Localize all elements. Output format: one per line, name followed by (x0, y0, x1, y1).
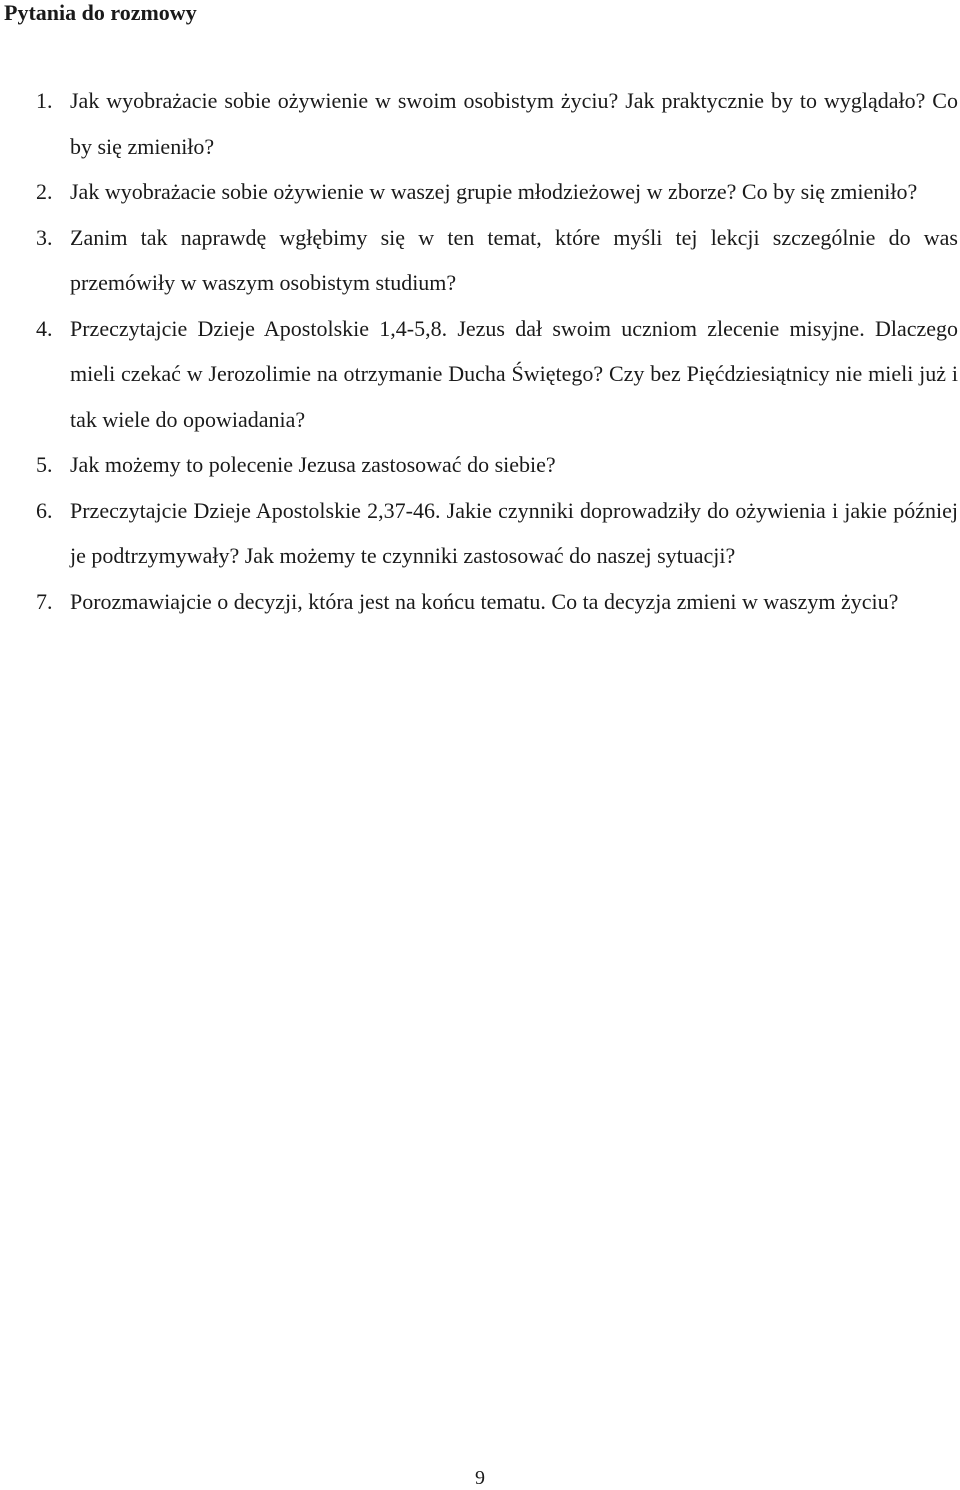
question-number: 5. (36, 452, 53, 477)
question-number: 3. (36, 224, 53, 250)
question-text: Porozmawiajcie o decyzji, która jest na końcu tematu. Co ta decyzja zmieni w waszym życiu? (70, 588, 899, 614)
question-text: Jak wyobrażacie sobie ożywienie w waszej grupie młodzieżowej w zborze? Co by się zmieniło? (70, 179, 918, 204)
question-item-3 (0, 215, 958, 306)
question-text: Przeczytajcie Dzieje Apostolskie 1,4-5,8. Jezus dał swoim uczniom zlecenie misyjne. Dlaczego mieli czekać w Jerozolimie na otrzymanie Ducha Świętego? Czy bez Pięćdziesiątnicy nie mieli już i tak wiele do opowiadania? (70, 315, 958, 432)
question-text: Jak możemy to polecenie Jezusa zastosować do siebie? (70, 452, 556, 477)
page-number: 9 (475, 1467, 485, 1489)
question-number: 6. (36, 497, 53, 523)
question-item-2 (0, 169, 958, 215)
question-number: 2. (36, 179, 53, 204)
question-item-1 (0, 78, 958, 169)
question-item-6 (0, 488, 958, 579)
question-number: 7. (36, 588, 53, 614)
question-number: 4. (36, 315, 53, 341)
page-heading: Pytania do rozmowy (4, 0, 197, 25)
question-item-7 (0, 579, 958, 625)
question-text: Zanim tak naprawdę wgłębimy się w ten temat, które myśli tej lekcji szczególnie do was przemówiły w waszym osobistym studium? (70, 224, 958, 295)
question-item-5 (0, 442, 958, 488)
question-text: Przeczytajcie Dzieje Apostolskie 2,37-46. Jakie czynniki doprowadziły do ożywienia i jakie później je podtrzymywały? Jak możemy te czynniki zastosować do naszej sytuacji? (70, 497, 958, 568)
question-text: Jak wyobrażacie sobie ożywienie w swoim osobistym życiu? Jak praktycznie by to wyglądało? Co by się zmieniło? (70, 88, 958, 159)
question-list (0, 78, 958, 624)
question-number: 1. (36, 88, 53, 113)
question-item-4 (0, 306, 958, 443)
